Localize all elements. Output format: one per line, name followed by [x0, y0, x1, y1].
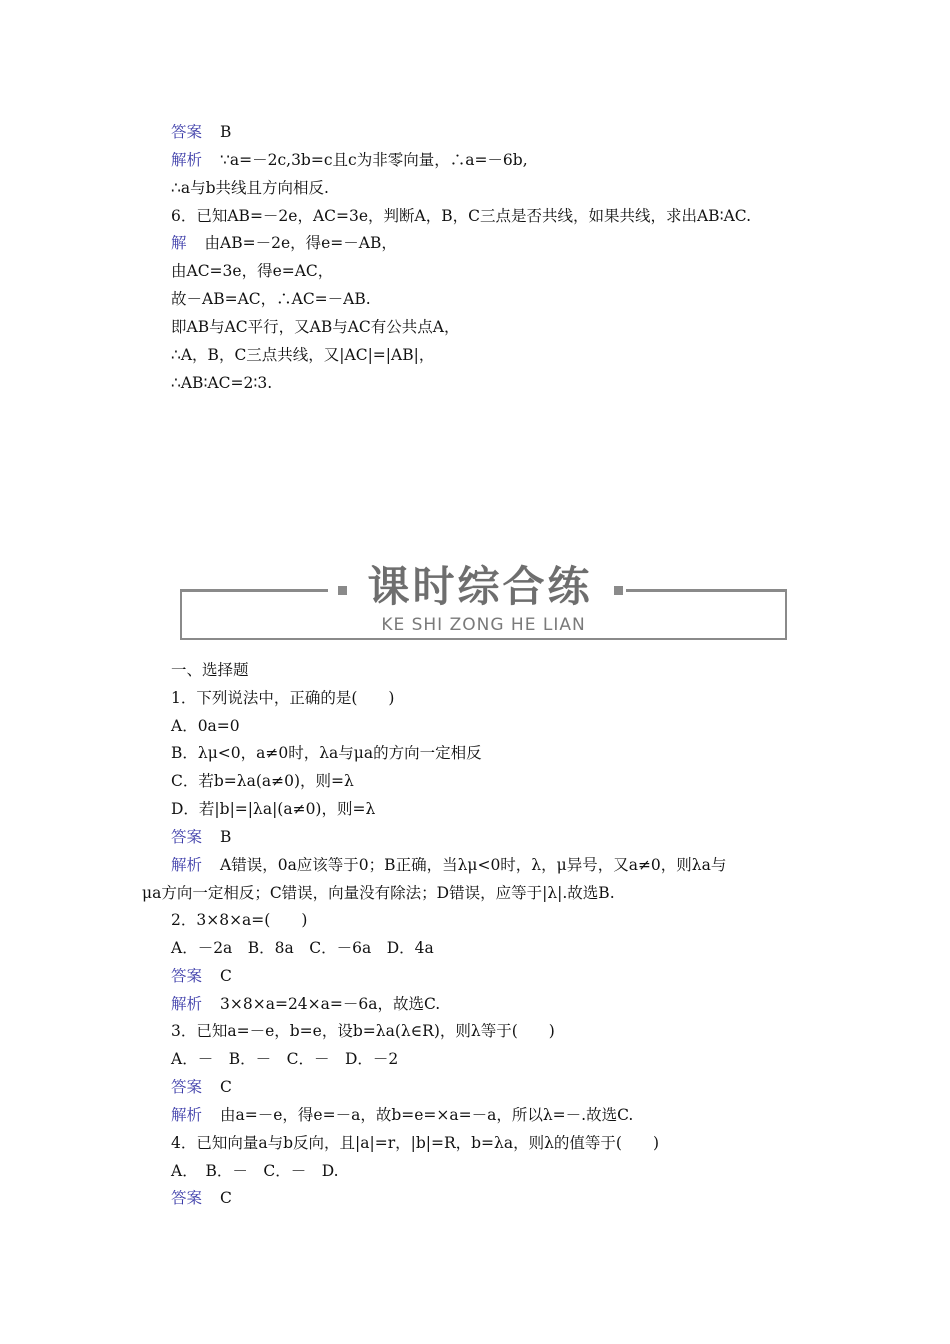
banner-subtitle: KE SHI ZONG HE LIAN [381, 615, 586, 635]
question-4-stem: 4．已知向量a与b反向，且|a|=r，|b|=R，b=λa，则λ的值等于( ) [171, 1134, 660, 1152]
analysis-label: 解析 [171, 856, 203, 874]
solution-text: 由AB=－2e，得e=－AB， [204, 234, 397, 252]
solution-line-3: 故－AB=AC，∴AC=－AB. [171, 290, 371, 308]
answer-label: 答案 [171, 1189, 203, 1207]
analysis-line-5 [171, 150, 528, 170]
banner-left-bar [180, 589, 328, 592]
answer-label: 答案 [171, 828, 203, 846]
question-2-options: A．－2a B．8a C．－6a D．4a [171, 939, 434, 957]
solution-line-6: ∴AB∶AC=2∶3. [171, 374, 273, 392]
solution-line-2: 由AC=3e，得e=AC， [171, 262, 334, 280]
answer-label: 答案 [171, 1078, 203, 1096]
answer-line-5 [171, 122, 231, 142]
question-4-options: A． B．－ C．－ D. [171, 1162, 339, 1180]
solution-label: 解 [171, 234, 187, 252]
question-4-answer [171, 1188, 232, 1208]
answer-value: C [220, 1078, 232, 1096]
question-3-answer [171, 1077, 232, 1097]
question-1-option-a: A．0a=0 [171, 717, 240, 735]
answer-value: B [220, 123, 232, 141]
question-6-stem: 6．已知AB=－2e，AC=3e，判断A，B，C三点是否共线，如果共线，求出AB∶AC. [171, 207, 752, 225]
answer-value: B [220, 828, 232, 846]
answer-value: C [220, 967, 232, 985]
banner-title: 课时综合练 [367, 562, 593, 611]
analysis-line-5b: ∴a与b共线且方向相反. [171, 179, 329, 197]
analysis-label: 解析 [171, 995, 203, 1013]
question-2-stem: 2．3×8×a=( ) [171, 911, 308, 929]
analysis-text: 由a=－e，得e=－a，故b=e=×a=－a，所以λ=－.故选C. [220, 1106, 634, 1124]
question-1-analysis [171, 855, 726, 875]
analysis-label: 解析 [171, 1106, 203, 1124]
answer-value: C [220, 1189, 232, 1207]
question-3-stem: 3．已知a=－e，b=e，设b=λa(λ∈R)，则λ等于( ) [171, 1022, 555, 1040]
solution-line-5: ∴A，B，C三点共线，又|AC|=|AB|， [171, 346, 435, 364]
solution-line-4: 即AB与AC平行，又AB与AC有公共点A， [171, 318, 460, 336]
answer-label: 答案 [171, 967, 203, 985]
solution-line-1 [171, 233, 397, 253]
question-2-answer [171, 966, 232, 986]
question-3-options: A．－ B．－ C．－ D．－2 [171, 1050, 399, 1068]
analysis-text: ∵a=－2c,3b=c且c为非零向量，∴a=－6b, [220, 151, 528, 169]
question-1-option-b: B．λμ<0，a≠0时，λa与μa的方向一定相反 [171, 744, 482, 762]
analysis-label: 解析 [171, 151, 203, 169]
analysis-text: A错误，0a应该等于0；B正确，当λμ<0时，λ，μ异号，又a≠0，则λa与 [220, 856, 727, 874]
analysis-text: 3×8×a=24×a=－6a，故选C. [220, 995, 441, 1013]
question-1-option-d: D．若|b|=|λa|(a≠0)，则=λ [171, 800, 376, 818]
question-1-answer [171, 827, 231, 847]
banner-right-bar [626, 589, 787, 592]
answer-label: 答案 [171, 123, 203, 141]
question-1-analysis-cont: μa方向一定相反；C错误，向量没有除法；D错误，应等于|λ|.故选B. [142, 884, 615, 902]
section-heading: 一、选择题 [171, 661, 249, 679]
question-2-analysis [171, 994, 440, 1014]
question-1-stem: 1．下列说法中，正确的是( ) [171, 689, 395, 707]
banner-right-dot [614, 586, 623, 595]
banner-left-dot [338, 586, 347, 595]
question-1-option-c: C．若b=λa(a≠0)，则=λ [171, 772, 354, 790]
question-3-analysis [171, 1105, 633, 1125]
